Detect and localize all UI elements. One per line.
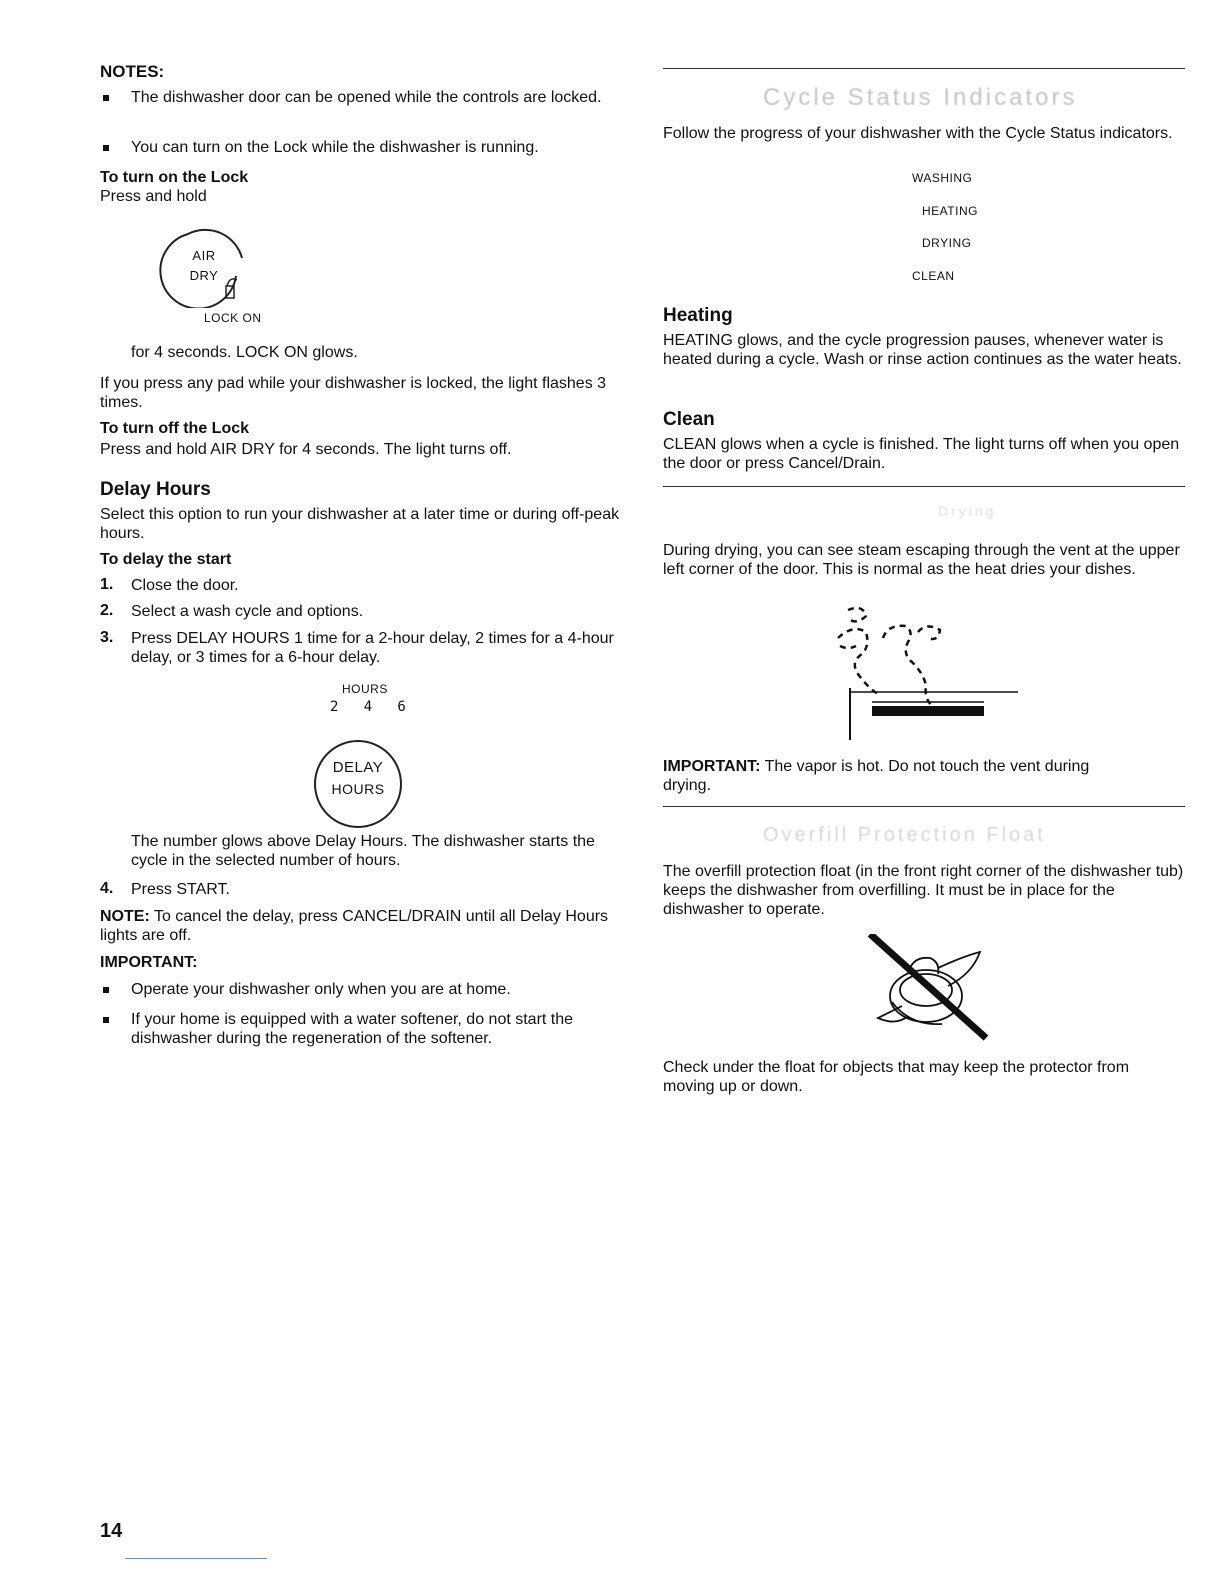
turn-off-lock-text: Press and hold AIR DRY for 4 seconds. The light turns off. xyxy=(100,441,512,458)
press-and-hold-text: Press and hold xyxy=(100,188,207,205)
step-text: Press START. xyxy=(131,881,230,898)
lock-on-label: LOCK ON xyxy=(204,311,262,325)
turn-off-lock-heading: To turn off the Lock xyxy=(100,420,250,437)
important-item: If your home is equipped with a water softener, do not start the dishwasher during the regeneration of the softener. xyxy=(131,1011,574,1047)
indicator-drying: DRYING xyxy=(922,236,972,250)
note-item: The dishwasher door can be opened while the controls are locked. xyxy=(131,89,602,106)
air-dry-button-illustration xyxy=(158,228,258,308)
step-number: 1. xyxy=(100,576,114,593)
step-number: 4. xyxy=(100,880,114,897)
air-dry-line1: AIR xyxy=(192,248,216,263)
indicator-washing: WASHING xyxy=(912,171,973,185)
hours-label: HOURS xyxy=(342,682,388,696)
note-paragraph xyxy=(100,907,625,945)
delay-hours-line1: DELAY xyxy=(332,759,384,776)
page-number: 14 xyxy=(100,1520,123,1542)
drying-title: Drying xyxy=(938,503,997,519)
clean-heading: Clean xyxy=(663,409,715,430)
footer-rule xyxy=(125,1558,267,1559)
important-label: IMPORTANT: xyxy=(663,758,761,775)
delay-start-heading: To delay the start xyxy=(100,551,232,568)
step-text: Press DELAY HOURS 1 time for a 2-hour delay, 2 times for a 4-hour delay, or 3 times for a 6-hour delay. xyxy=(131,630,614,666)
heating-heading: Heating xyxy=(663,305,733,326)
important-text: The vapor is hot. Do not touch the vent during drying. xyxy=(663,758,1090,794)
overfill-float-icon xyxy=(868,934,998,1044)
section-divider xyxy=(663,68,1185,69)
step-text: Select a wash cycle and options. xyxy=(131,603,364,620)
note-item: You can turn on the Lock while the dishwasher is running. xyxy=(131,139,539,156)
note-label: NOTE: xyxy=(100,908,150,925)
number-glows-text: The number glows above Delay Hours. The dishwasher starts the cycle in the selected number of hours. xyxy=(131,833,595,869)
drying-text: During drying, you can see steam escaping through the vent at the upper left corner of the door. This is normal as the heat dries your dishes. xyxy=(663,542,1180,578)
clean-text: CLEAN glows when a cycle is finished. The light turns off when you open the door or press Cancel/Drain. xyxy=(663,436,1180,472)
cycle-status-title: Cycle Status Indicators xyxy=(763,84,1078,111)
turn-on-lock-heading: To turn on the Lock xyxy=(100,169,249,186)
hours-values: 2 4 6 xyxy=(330,699,406,715)
notes-heading: NOTES: xyxy=(100,62,165,81)
bullet-icon xyxy=(103,95,109,101)
important-item: Operate your dishwasher only when you are at home. xyxy=(131,981,511,998)
cycle-intro-text: Follow the progress of your dishwasher with the Cycle Status indicators. xyxy=(663,125,1173,142)
four-seconds-text: for 4 seconds. LOCK ON glows. xyxy=(131,344,358,361)
locked-press-text: If you press any pad while your dishwasher is locked, the light flashes 3 times. xyxy=(100,375,607,411)
delay-hours-line2: HOURS xyxy=(331,781,385,797)
note-text: To cancel the delay, press CANCEL/DRAIN until all Delay Hours lights are off. xyxy=(100,908,609,944)
check-float-text: Check under the float for objects that may keep the protector from moving up or down. xyxy=(663,1059,1130,1095)
section-divider xyxy=(663,806,1185,807)
bullet-icon xyxy=(103,1017,109,1023)
steam-vent-icon xyxy=(828,602,1028,742)
delay-hours-heading: Delay Hours xyxy=(100,479,211,500)
heating-text: HEATING glows, and the cycle progression pauses, whenever water is heated during a cycle. Wash or rinse action continues as the water heats. xyxy=(663,332,1182,368)
indicator-heating: HEATING xyxy=(922,204,978,218)
step-number: 2. xyxy=(100,602,114,619)
overfill-text: The overfill protection float (in the front right corner of the dishwasher tub) keeps the dishwasher from overfilling. It must be in place for the dishwasher to operate. xyxy=(663,863,1184,918)
vapor-warning xyxy=(663,757,1103,795)
step-number: 3. xyxy=(100,629,114,646)
air-dry-line2: DRY xyxy=(189,268,219,283)
delay-intro-text: Select this option to run your dishwasher at a later time or during off-peak hours. xyxy=(100,506,620,542)
important-heading: IMPORTANT: xyxy=(100,954,198,971)
bullet-icon xyxy=(103,145,109,151)
overfill-title: Overfill Protection Float xyxy=(763,824,1046,846)
bullet-icon xyxy=(103,987,109,993)
step-text: Close the door. xyxy=(131,577,239,594)
indicator-clean: CLEAN xyxy=(912,269,955,283)
section-divider xyxy=(663,486,1185,487)
